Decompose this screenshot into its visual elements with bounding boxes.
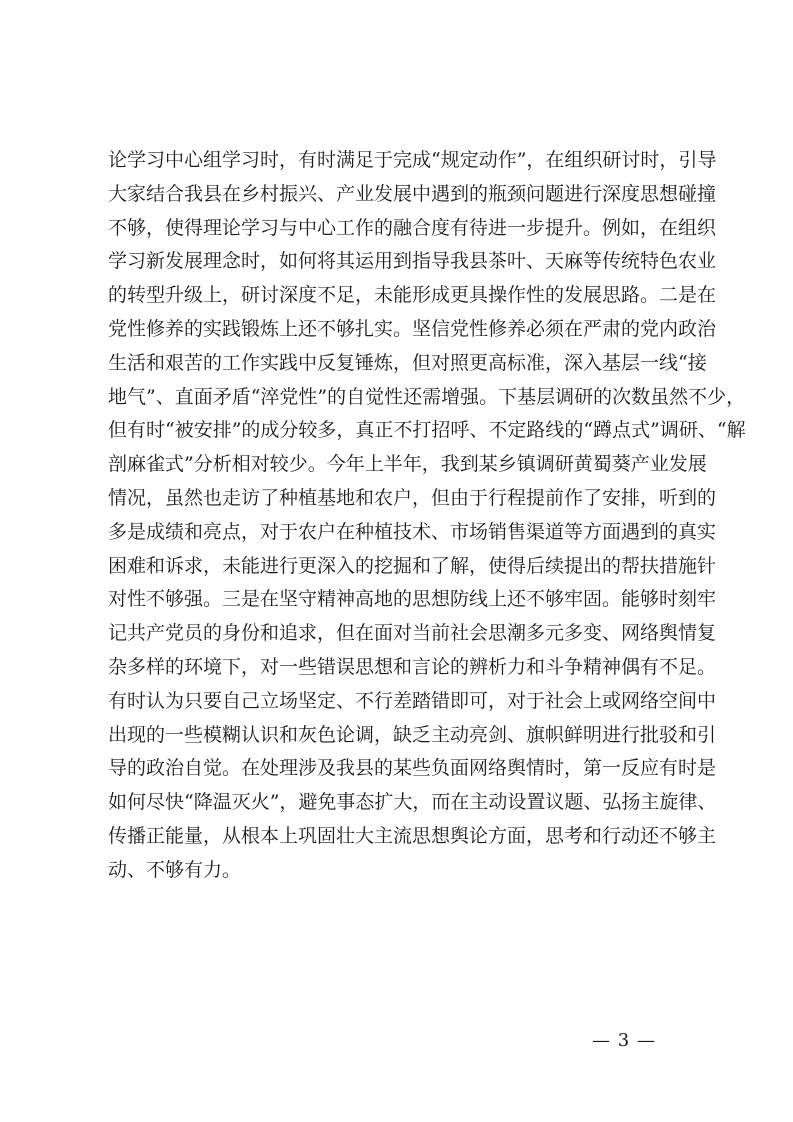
text-line-last: 动、不够有力。 xyxy=(108,858,242,881)
text-line: 杂多样的环境下，对一些错误思想和言论的辨析力和斗争精神偶有不足。 xyxy=(108,655,717,678)
text-line: 但有时“被安排”的成分较多，真正不打招呼、不定路线的“蹲点式”调研、“解 xyxy=(108,419,746,442)
text-line: 困难和诉求，未能进行更深入的挖掘和了解，使得后续提出的帮扶措施针 xyxy=(108,554,717,577)
text-line: 不够，使得理论学习与中心工作的融合度有待进一步提升。例如，在组织 xyxy=(108,216,717,239)
text-line: 学习新发展理念时，如何将其运用到指导我县茶叶、天麻等传统特色农业 xyxy=(108,250,717,273)
text-line: 传播正能量，从根本上巩固壮大主流思想舆论方面，思考和行动还不够主 xyxy=(108,824,717,847)
text-line: 出现的一些模糊认识和灰色论调，缺乏主动亮剑、旗帜鲜明进行批驳和引 xyxy=(108,723,717,746)
text-line: 生活和艰苦的工作实践中反复锤炼，但对照更高标准，深入基层一线“接 xyxy=(108,351,707,374)
text-line: 对性不够强。三是在坚守精神高地的思想防线上还不够牢固。能够时刻牢 xyxy=(108,588,717,611)
text-line: 记共产党员的身份和追求，但在面对当前社会思潮多元多变、网络舆情复 xyxy=(108,622,717,645)
text-line: 的转型升级上，研讨深度不足，未能形成更具操作性的发展思路。二是在 xyxy=(108,284,717,307)
page-number: — 3 — xyxy=(592,1030,656,1051)
text-line: 论学习中心组学习时，有时满足于完成“规定动作”，在组织研讨时，引导 xyxy=(108,149,717,171)
text-line: 党性修养的实践锻炼上还不够扎实。坚信党性修养必须在严肃的党内政治 xyxy=(108,317,717,340)
text-line: 地气”、直面矛盾“淬党性”的自觉性还需增强。下基层调研的次数虽然不少， xyxy=(108,385,746,408)
text-line: 大家结合我县在乡村振兴、产业发展中遇到的瓶颈问题进行深度思想碰撞 xyxy=(108,182,717,205)
text-line: 如何尽快“降温灭火”，避免事态扩大，而在主动设置议题、弘扬主旋律、 xyxy=(108,791,717,814)
body-text xyxy=(108,144,746,888)
text-line: 多是成绩和亮点，对于农户在种植技术、市场销售渠道等方面遇到的真实 xyxy=(108,520,717,543)
text-line: 剖麻雀式”分析相对较少。今年上半年，我到某乡镇调研黄蜀葵产业发展 xyxy=(108,453,707,476)
text-line: 导的政治自觉。在处理涉及我县的某些负面网络舆情时，第一反应有时是 xyxy=(108,757,717,780)
text-line: 情况，虽然也走访了种植基地和农户，但由于行程提前作了安排，听到的 xyxy=(108,486,717,509)
text-line: 有时认为只要自己立场坚定、不行差踏错即可，对于社会上或网络空间中 xyxy=(108,689,717,712)
